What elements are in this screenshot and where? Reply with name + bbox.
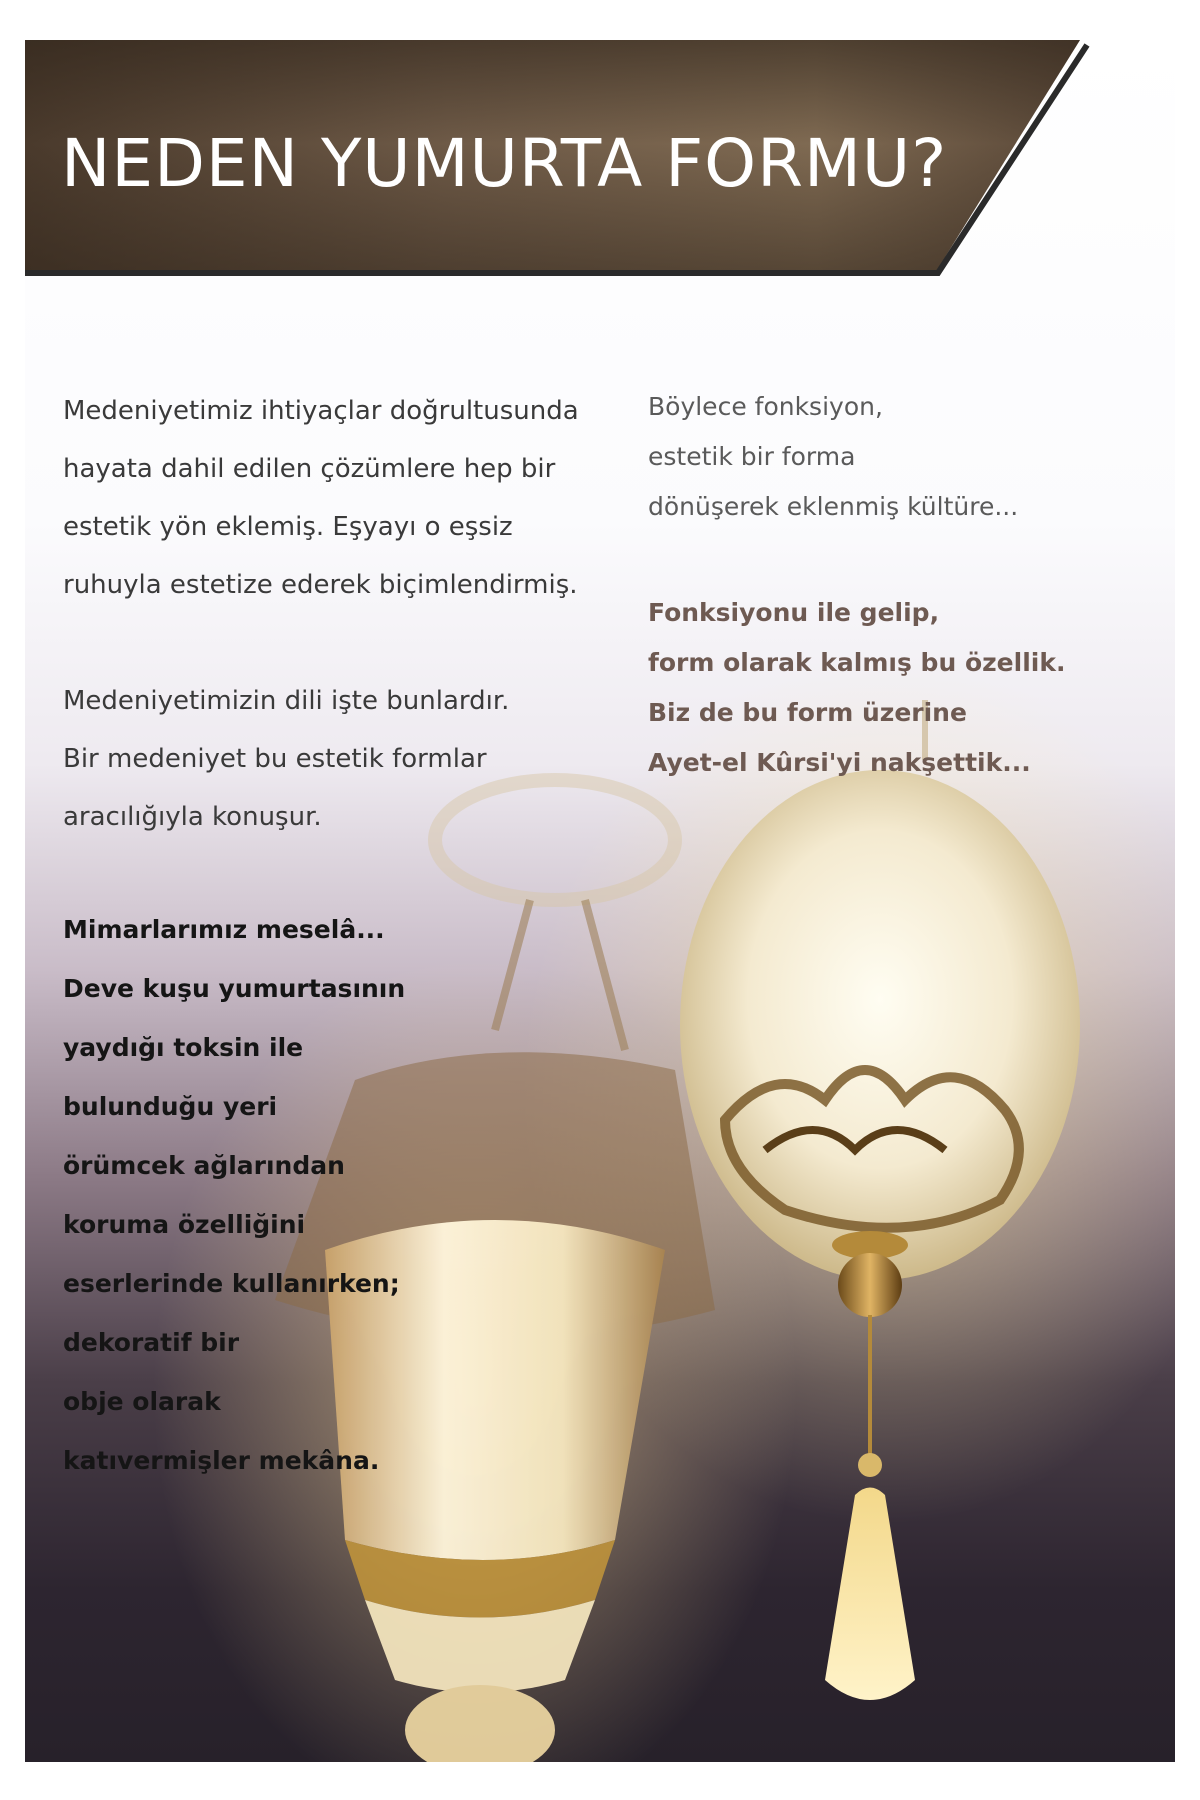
- bold-line: Biz de bu form üzerine: [648, 698, 967, 727]
- text-line: Bir medeniyet bu estetik formlar: [63, 744, 487, 774]
- title-banner: [25, 40, 1175, 280]
- bold-line: Deve kuşu yumurtasının: [63, 974, 406, 1003]
- bold-line: dekoratif bir: [63, 1328, 240, 1357]
- bold-line: koruma özelliğini: [63, 1210, 306, 1239]
- paragraph-gap: [63, 614, 623, 672]
- bold-line: bulunduğu yeri: [63, 1092, 278, 1121]
- bold-line: form olarak kalmış bu özellik.: [648, 648, 1066, 677]
- right-column-text: [648, 382, 1128, 532]
- egg-lamp: [680, 700, 1080, 1700]
- bold-line: örümcek ağlarından: [63, 1151, 345, 1180]
- bold-line: eserlerinde kullanırken;: [63, 1269, 400, 1298]
- text-line: estetik yön eklemiş. Eşyayı o eşsiz: [63, 512, 513, 542]
- text-line: hayata dahil edilen çözümlere hep bir: [63, 454, 556, 484]
- right-column-bold-text: [648, 588, 1148, 788]
- bold-line: katıvermişler mekâna.: [63, 1446, 380, 1475]
- text-line: Medeniyetimizin dili işte bunlardır.: [63, 686, 510, 716]
- text-line: ruhuyla estetize ederek biçimlendirmiş.: [63, 570, 578, 600]
- left-column-bold-text: [63, 900, 463, 1490]
- text-line: aracılığıyla konuşur.: [63, 802, 322, 832]
- text-line: dönüşerek eklenmiş kültüre...: [648, 492, 1019, 521]
- brochure-page: [25, 40, 1175, 1762]
- text-line: Medeniyetimiz ihtiyaçlar doğrultusunda: [63, 396, 579, 426]
- left-column-text: [63, 382, 623, 846]
- page-title: NEDEN YUMURTA FORMU?: [61, 125, 948, 202]
- bold-line: Mimarlarımız meselâ...: [63, 915, 385, 944]
- bold-line: Fonksiyonu ile gelip,: [648, 598, 940, 627]
- bold-line: Ayet-el Kûrsi'yi nakşettik...: [648, 748, 1031, 777]
- text-line: estetik bir forma: [648, 442, 856, 471]
- bold-line: yaydığı toksin ile: [63, 1033, 304, 1062]
- text-line: Böylece fonksiyon,: [648, 392, 883, 421]
- bold-line: obje olarak: [63, 1387, 221, 1416]
